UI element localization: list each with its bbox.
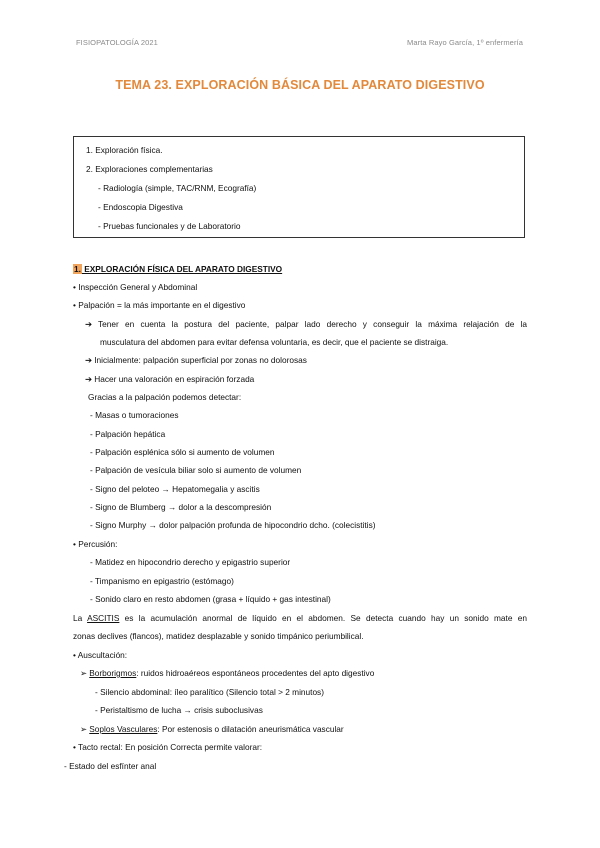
toc-item: 1. Exploración física. (86, 145, 163, 155)
page-title: TEMA 23. EXPLORACIÓN BÁSICA DEL APARATO DIGESTIVO (115, 78, 485, 92)
list-item: - Silencio abdominal: íleo paralítico (Silencio total > 2 minutos) (95, 687, 324, 697)
ascitis-text: es la acumulación anormal de líquido en el abdomen. Se detecta cuando hay un sonido mate en (119, 613, 528, 623)
borborigmos-text: : ruidos hidroaéreos espontáneos procedentes del apto digestivo (136, 668, 375, 678)
list-item: - Peristaltismo de lucha → crisis suboclusivas (95, 705, 263, 715)
text-line (80, 668, 374, 678)
toc-item: 2. Exploraciones complementarias (86, 164, 213, 174)
toc-item: - Pruebas funcionales y de Laboratorio (98, 221, 241, 231)
list-item: - Masas o tumoraciones (90, 410, 179, 420)
list-item: - Timpanismo en epigastrio (estómago) (90, 576, 234, 586)
section-number: 1. (74, 264, 81, 274)
table-of-contents (73, 136, 525, 238)
list-item: - Matidez en hipocondrio derecho y epigastrio superior (90, 557, 291, 567)
ascitis-term: ASCITIS (87, 613, 120, 623)
list-item: - Signo de Blumberg → dolor a la descompresión (90, 502, 272, 512)
text-line: • Inspección General y Abdominal (73, 282, 198, 292)
list-item: - Palpación de vesícula biliar solo si aumento de volumen (90, 465, 302, 475)
text-line: • Auscultación: (73, 650, 128, 660)
soplos-text: : Por estenosis o dilatación aneurismática vascular (157, 724, 344, 734)
header-right: Marta Rayo García, 1º enfermería (407, 38, 523, 47)
ascitis-prefix: La (73, 613, 88, 623)
text-line: • Palpación = la más importante en el digestivo (73, 300, 246, 310)
text-line: ➔ Inicialmente: palpación superficial por zonas no dolorosas (85, 355, 307, 365)
list-item: - Signo del peloteo → Hepatomegalia y ascitis (90, 484, 260, 494)
soplos-term: Soplos Vasculares (89, 724, 158, 734)
list-item: - Palpación esplénica sólo si aumento de volumen (90, 447, 275, 457)
list-item: - Sonido claro en resto abdomen (grasa + líquido + gas intestinal) (90, 594, 331, 604)
toc-item: - Endoscopia Digestiva (98, 202, 183, 212)
text-line: zonas declives (flancos), matidez desplazable y sonido timpánico periumbilical. (73, 631, 364, 641)
borborigmos-term: Borborigmos (89, 668, 137, 678)
text-line: • Percusión: (73, 539, 118, 549)
text-line: ➔ Tener en cuenta la postura del paciente, palpar lado derecho y conseguir la máxima relajación de la (85, 319, 527, 329)
text-line: - Estado del esfínter anal (64, 761, 157, 771)
list-item: - Signo Murphy → dolor palpación profunda de hipocondrio dcho. (colecistitis) (90, 520, 376, 530)
bullet-arrow: ➢ (80, 724, 90, 734)
text-line: Gracias a la palpación podemos detectar: (88, 392, 242, 402)
text-line: • Tacto rectal: En posición Correcta permite valorar: (73, 742, 263, 752)
bullet-arrow: ➢ (80, 668, 90, 678)
text-line (73, 613, 527, 623)
header-left: FISIOPATOLOGÍA 2021 (76, 38, 158, 47)
section-title: EXPLORACIÓN FÍSICA DEL APARATO DIGESTIVO (81, 264, 283, 274)
toc-item: - Radiología (simple, TAC/RNM, Ecografía) (98, 183, 257, 193)
text-line (80, 724, 344, 734)
text-line: ➔ Hacer una valoración en espiración forzada (85, 374, 255, 384)
list-item: - Palpación hepática (90, 429, 166, 439)
section-heading (73, 264, 282, 274)
text-line: musculatura del abdomen para evitar defensa voluntaria, es decir, que el paciente se distraiga. (100, 337, 449, 347)
